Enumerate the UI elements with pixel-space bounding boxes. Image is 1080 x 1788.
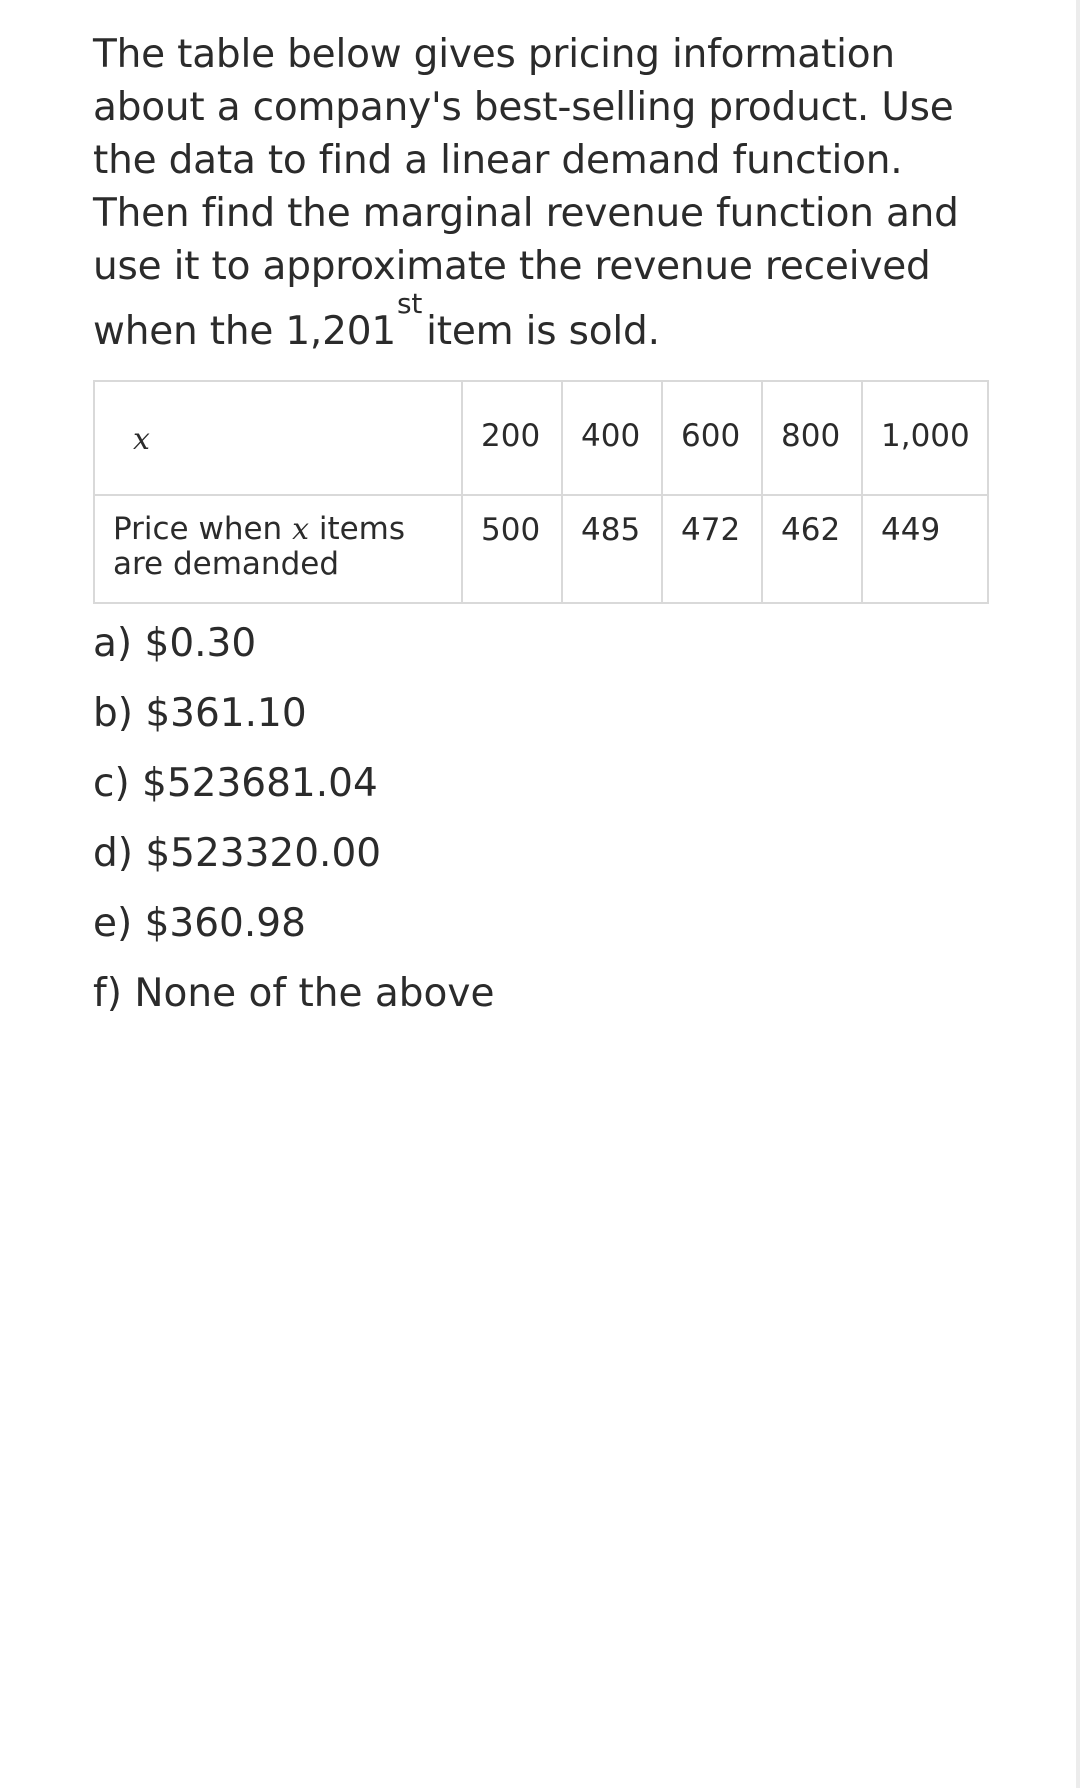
- table-cell: [662, 495, 762, 603]
- price-value: 500: [481, 512, 541, 548]
- price-label-line-2: are demanded: [113, 546, 340, 582]
- price-value: 449: [881, 512, 941, 548]
- x-value: 200: [481, 418, 541, 454]
- question-line-4: Then find the marginal revenue function and: [93, 191, 959, 236]
- answer-options: [93, 618, 494, 1038]
- x-value: 800: [781, 418, 841, 454]
- price-value: 472: [681, 512, 741, 548]
- table-cell: [562, 381, 662, 495]
- row-label-price: [95, 496, 461, 582]
- table-cell: [462, 495, 562, 603]
- ordinal-suffix: st: [396, 287, 423, 320]
- table-cell: [762, 381, 862, 495]
- option-a[interactable]: a) $0.30: [93, 621, 257, 666]
- row-label-cell: [94, 381, 462, 495]
- x-value: 400: [581, 418, 641, 454]
- row-label-cell: [94, 495, 462, 603]
- table-row-price: [94, 495, 988, 603]
- table-row-x: [94, 381, 988, 495]
- price-value: 462: [781, 512, 841, 548]
- price-label-start: Price when: [113, 511, 283, 547]
- price-value: 485: [581, 512, 641, 548]
- question-line-5: use it to approximate the revenue received: [93, 244, 931, 289]
- table-cell: [862, 381, 988, 495]
- question-line-6-end: item is sold.: [426, 309, 660, 354]
- question-text: [93, 28, 993, 358]
- option-e[interactable]: e) $360.98: [93, 901, 306, 946]
- option-f[interactable]: f) None of the above: [93, 971, 495, 1016]
- table-cell: [662, 381, 762, 495]
- price-label-end: items: [318, 511, 406, 547]
- question-line-3: the data to find a linear demand function.: [93, 138, 903, 183]
- price-label-variable: x: [292, 512, 309, 547]
- question-line-2: about a company's best-selling product. Use: [93, 85, 954, 130]
- question-line-1: The table below gives pricing information: [93, 32, 895, 77]
- table-cell: [462, 381, 562, 495]
- table-cell: [762, 495, 862, 603]
- question-line-6-start: when the 1,201: [93, 309, 396, 354]
- x-value: 600: [681, 418, 741, 454]
- x-value: 1,000: [881, 418, 970, 454]
- option-c[interactable]: c) $523681.04: [93, 761, 378, 806]
- pricing-table: [93, 380, 989, 604]
- row-label-x: x: [133, 422, 150, 457]
- table-cell: [862, 495, 988, 603]
- option-b[interactable]: b) $361.10: [93, 691, 307, 736]
- question-line-6: [93, 287, 993, 358]
- table-cell: [562, 495, 662, 603]
- option-d[interactable]: d) $523320.00: [93, 831, 382, 876]
